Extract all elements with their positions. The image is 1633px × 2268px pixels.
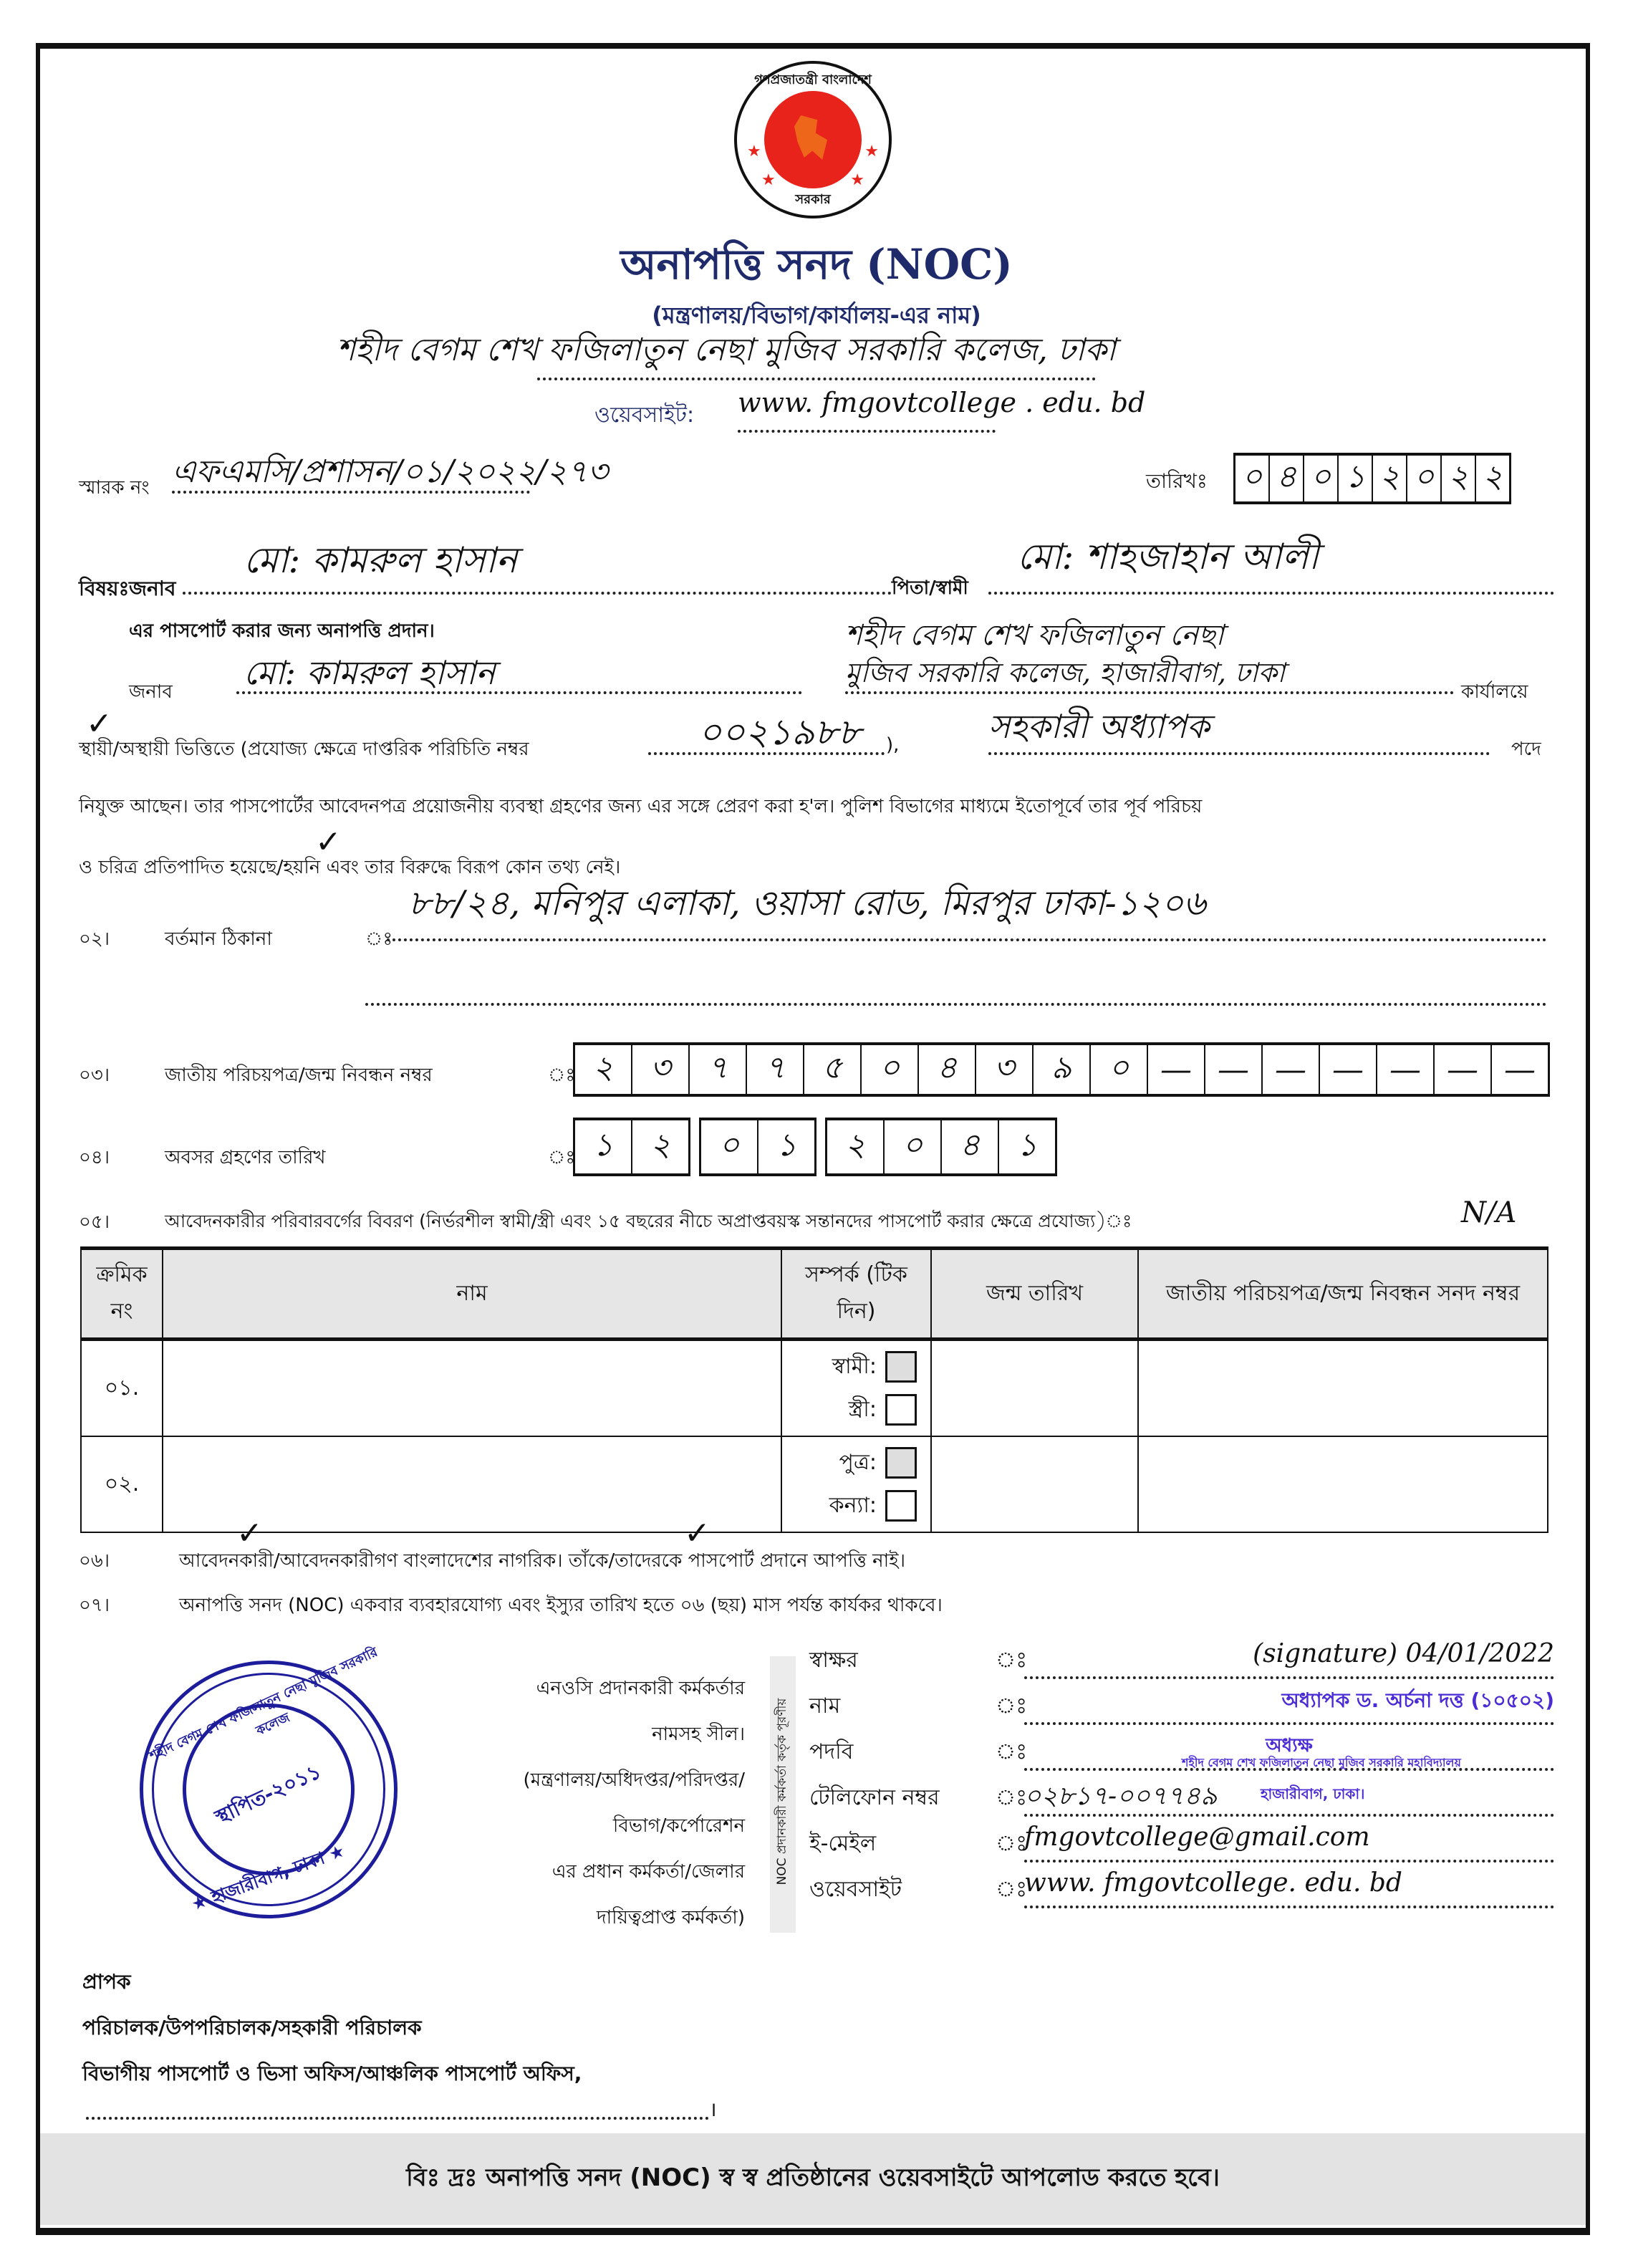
tick-mark-icon: ✓ xyxy=(684,1515,710,1552)
date-digit: ০ xyxy=(1304,456,1339,501)
nid-digit: ৭ xyxy=(690,1045,747,1094)
son-checkbox[interactable] xyxy=(885,1447,917,1479)
relation-daughter-label: কন্যা: xyxy=(829,1492,877,1518)
month-digit: ০ xyxy=(701,1120,758,1173)
husband-checkbox[interactable] xyxy=(885,1351,917,1383)
nid-digit: ৯ xyxy=(1034,1045,1091,1094)
recipient-end: । xyxy=(709,2098,717,2121)
date-boxes[interactable] xyxy=(1233,453,1511,504)
janab-label: জনাব xyxy=(129,577,176,600)
row-nid-cell[interactable] xyxy=(1138,1340,1548,1437)
current-address: ৮৮/২৪, মনিপুর এলাকা, ওয়াসা রোড, মিরপুর ঢাকা-১২০৬ xyxy=(408,883,1206,923)
retirement-day xyxy=(573,1118,690,1176)
date-digit: ২ xyxy=(1373,456,1407,501)
website-value: www. fmgovtcollege . edu. bd xyxy=(738,387,1146,418)
date-digit: ০ xyxy=(1235,456,1270,501)
official-id-number: ০০২১৯৮৮ xyxy=(698,711,862,753)
officer-desc-line: এনওসি প্রদানকারী কর্মকর্তার xyxy=(536,1678,745,1699)
office-line2: মুজিব সরকারি কলেজ, হাজারীবাগ, ঢাকা xyxy=(845,657,1286,688)
emblem-top-text: গণপ্রজাতন্ত্রী বাংলাদেশ xyxy=(754,72,872,87)
nid-digit: — xyxy=(1320,1045,1377,1094)
family-label: আবেদনকারীর পরিবারবর্গের বিবরণ (নির্ভরশীল স্বামী/স্ত্রী এবং ১৫ বছরের নীচে অপ্রাপ্তবয়স্ক সন্তানদের পাসপোর্ট করার ক্ষেত্রে প্রযোজ্য)ঃ xyxy=(165,1211,1132,1231)
row-relation-cell xyxy=(781,1436,931,1532)
item-05-number: ০৫। xyxy=(79,1211,110,1233)
item-04-number: ০৪। xyxy=(79,1147,110,1168)
year-digit: ২ xyxy=(827,1120,885,1173)
designation-line xyxy=(988,752,1490,755)
organization-name: শহীদ বেগম শেখ ফজিলাতুন নেছা মুজিব সরকারি কলেজ, ঢাকা xyxy=(337,332,1116,368)
date-digit: ২ xyxy=(1482,458,1503,495)
official-id-line xyxy=(648,752,885,755)
officer-description xyxy=(430,1666,745,1941)
date-digit: ২ xyxy=(1442,456,1476,501)
nid-digit: ৩ xyxy=(976,1045,1034,1094)
retirement-date-boxes[interactable] xyxy=(573,1118,1057,1176)
day-digit: ১ xyxy=(575,1120,632,1173)
nid-digit: ০ xyxy=(1091,1045,1148,1094)
star-icon: ★ xyxy=(761,171,776,189)
office-line xyxy=(845,691,1454,694)
telephone-field[interactable]: ০২৮১৭-০০৭৭৪৯ xyxy=(1024,1777,1554,1817)
col-relation: সম্পর্ক (টিক দিন) xyxy=(781,1249,931,1340)
table-row xyxy=(81,1436,1548,1532)
nid-digit: — xyxy=(1148,1045,1205,1094)
star-icon: ★ xyxy=(850,171,864,189)
date-digit: ০ xyxy=(1407,456,1442,501)
year-digit: ৪ xyxy=(942,1120,999,1173)
row-name-cell[interactable] xyxy=(163,1340,781,1437)
col-nid: জাতীয় পরিচয়পত্র/জন্ম নিবন্ধন সনদ নম্বর xyxy=(1138,1249,1548,1340)
officer-designation-field[interactable]: অধ্যক্ষ xyxy=(1024,1731,1554,1771)
day-digit: ২ xyxy=(650,1126,671,1163)
col-dob: জন্ম তারিখ xyxy=(931,1249,1138,1340)
janab-label-body: জনাব xyxy=(129,681,173,703)
year-digit: ০ xyxy=(885,1120,942,1173)
recipient-line2: বিভাগীয় পাসপোর্ট ও ভিসা অফিস/আঞ্চলিক পাসপোর্ট অফিস, xyxy=(82,2062,582,2085)
recipient-office-line[interactable] xyxy=(86,2117,709,2120)
nid-label: জাতীয় পরিচয়পত্র/জন্ম নিবন্ধন নম্বর xyxy=(165,1065,433,1086)
row-serial: ০১. xyxy=(81,1340,163,1437)
nid-digit: — xyxy=(1263,1045,1320,1094)
tick-mark-icon: ✓ xyxy=(86,706,112,742)
row-dob-cell[interactable] xyxy=(931,1340,1138,1437)
nid-digit: — xyxy=(1377,1045,1435,1094)
email-field[interactable]: fmgovtcollege@gmail.com xyxy=(1024,1822,1554,1863)
applicant-name: মো: কামরুল হাসান xyxy=(244,539,518,581)
father-label: পিতা/স্বামী xyxy=(892,577,968,599)
footer-note: বিঃ দ্রঃ অনাপত্তি সনদ (NOC) স্ব স্ব প্রতিষ্ঠানের ওয়েবসাইটে আপলোড করতে হবে। xyxy=(406,2163,1220,2192)
stamp-location: হাজারীবাগ, ঢাকা। xyxy=(1261,1785,1365,1802)
website-line xyxy=(738,430,996,433)
address-label: বর্তমান ঠিকানা xyxy=(165,928,272,950)
recipient-line1: পরিচালক/উপপরিচালক/সহকারী পরিচালক xyxy=(82,2016,422,2039)
designation: সহকারী অধ্যাপক xyxy=(988,707,1210,746)
name-label: নাম xyxy=(809,1693,841,1719)
citizen-statement: আবেদনকারী/আবেদনকারীগণ বাংলাদেশের নাগরিক। তাঁকে/তাদেরকে পাসপোর্ট প্রদানে আপত্তি নাই। xyxy=(179,1550,906,1572)
signature-field[interactable]: (signature) 04/01/2022 xyxy=(1024,1639,1554,1679)
item-07-number: ০৭। xyxy=(79,1595,110,1616)
recipient-label: প্রাপক xyxy=(82,1970,131,1994)
date-digit: ১ xyxy=(1339,456,1373,501)
college-seal xyxy=(140,1644,398,1918)
stamp-institution: শহীদ বেগম শেখ ফজিলাতুন নেছা মুজিব সরকারি মহাবিদ্যালয় xyxy=(1182,1756,1461,1769)
father-name-line xyxy=(988,592,1554,595)
address-colon: ঃ xyxy=(365,928,393,950)
nid-digit: — xyxy=(1205,1045,1263,1094)
applicant-name-line xyxy=(183,592,892,595)
nid-boxes[interactable] xyxy=(573,1042,1550,1097)
item-03-number: ০৩। xyxy=(79,1065,110,1086)
nid-digit: ৭ xyxy=(747,1045,804,1094)
item-06-number: ০৬। xyxy=(79,1550,110,1572)
body-paragraph-3: ও চরিত্র প্রতিপাদিত হয়েছে/হয়নি এবং তার বিরুদ্ধে বিরূপ কোন তথ্য নেই। xyxy=(79,857,621,878)
emblem-bottom-text: সরকার xyxy=(795,192,831,207)
col-serial: ক্রমিক নং xyxy=(81,1249,163,1340)
item-02-number: ০২। xyxy=(79,928,110,950)
nid-digit: — xyxy=(1435,1045,1492,1094)
nid-colon: ঃ xyxy=(548,1065,576,1086)
nid-digit: ৩ xyxy=(632,1045,690,1094)
retirement-colon: ঃ xyxy=(548,1147,576,1168)
seal-top-text: শহীদ বেগম শেখ ফজিলাতুন নেছা মুজিব সরকারি কলেজ xyxy=(147,1644,380,1764)
retirement-month xyxy=(699,1118,816,1176)
tick-mark-icon: ✓ xyxy=(315,824,342,860)
body-paragraph-2: নিযুক্ত আছেন। তার পাসপোর্টের আবেদনপত্র প্রয়োজনীয় ব্যবস্থা গ্রহণের জন্য এর সঙ্গে প্রেরণ করা হ'ল। পুলিশ বিভাগের মাধ্যমে ইতোপূর্বে তার পূর্ব পরিচয় xyxy=(79,796,1203,817)
relation-son-label: পুত্র: xyxy=(839,1449,877,1475)
close-paren: ), xyxy=(886,734,900,756)
officer-desc-line: বিভাগ/কর্পোরেশন xyxy=(612,1815,745,1837)
designation-label: পদবি xyxy=(809,1739,854,1764)
table-header-row xyxy=(81,1249,1548,1340)
website-label: ওয়েবসাইট: xyxy=(594,403,695,428)
family-value: N/A xyxy=(1461,1196,1517,1229)
telephone-label: টেলিফোন নম্বর xyxy=(809,1785,940,1810)
officer-desc-line: নামসহ সীল। xyxy=(652,1724,745,1745)
address-line-1 xyxy=(387,938,1547,941)
month-digit: ১ xyxy=(776,1126,797,1163)
officer-fields: স্বাক্ষর ঃ (signature) 04/01/2022 নাম ঃ অধ্যাপক ড. অর্চনা দত্ত (১০৫০২) পদবি ঃ অধ্যক্ষ টেলিফোন নম্বর ঃ ০২৮১৭-০০৭৭৪৯ ই-মেইল ঃ fmgovtcollege@gmail.com ওয়েবসাইট ঃ www. fmgovtcollege. edu. bd xyxy=(809,1633,1554,1908)
page-title: অনাপত্তি সনদ (NOC) xyxy=(620,240,1013,289)
date-digit: ৪ xyxy=(1270,456,1304,501)
date-label: তারিখঃ xyxy=(1146,469,1208,493)
nid-digit: — xyxy=(1504,1051,1536,1088)
retirement-year xyxy=(825,1118,1057,1176)
basis-text: স্থায়ী/অস্থায়ী ভিত্তিতে (প্রযোজ্য ক্ষেত্রে দাপ্তরিক পরিচিতি নম্বর xyxy=(79,739,529,760)
row-serial: ০২. xyxy=(81,1436,163,1532)
seal-established: স্থাপিত-২০১১ xyxy=(211,1759,325,1830)
officer-desc-line: এর প্রধান কর্মকর্তা/জেলার xyxy=(551,1861,745,1883)
father-name: মো: শাহজাহান আলী xyxy=(1017,536,1319,577)
year-digit: ১ xyxy=(1016,1126,1038,1163)
recipient-block xyxy=(82,1959,582,2097)
wife-checkbox[interactable] xyxy=(885,1394,917,1426)
government-emblem xyxy=(734,61,892,218)
website-label-officer: ওয়েবসাইট xyxy=(809,1877,902,1902)
memo-label: স্মারক নং xyxy=(79,477,150,499)
subject-line2: এর পাসপোর্ট করার জন্য অনাপত্তি প্রদান। xyxy=(129,620,435,642)
row-relation-cell xyxy=(781,1340,931,1437)
office-line1: শহীদ বেগম শেখ ফজিলাতুন নেছা xyxy=(845,619,1224,652)
tick-mark-icon: ✓ xyxy=(236,1515,263,1552)
website-field[interactable]: www. fmgovtcollege. edu. bd xyxy=(1024,1868,1554,1908)
nid-digit: ০ xyxy=(862,1045,919,1094)
signature-label: স্বাক্ষর xyxy=(809,1648,858,1673)
row-dob-cell[interactable] xyxy=(931,1436,1138,1532)
applicant-name-body-line xyxy=(236,691,802,694)
pade-label: পদে xyxy=(1511,739,1541,760)
nid-digit: ৫ xyxy=(804,1045,862,1094)
vertical-label-band xyxy=(770,1656,796,1933)
relation-wife-label: স্ত্রী: xyxy=(848,1396,877,1422)
officer-desc-line: দায়িত্বপ্রাপ্ত কর্মকর্তা) xyxy=(596,1907,745,1928)
email-label: ই-মেইল xyxy=(809,1831,877,1856)
retirement-label: অবসর গ্রহণের তারিখ xyxy=(165,1147,326,1168)
organization-name-line xyxy=(537,378,1096,380)
officer-name-field[interactable]: অধ্যাপক ড. অর্চনা দত্ত (১০৫০২) xyxy=(1024,1685,1554,1725)
star-icon: ★ xyxy=(747,143,761,160)
applicant-name-body: মো: কামরুল হাসান xyxy=(244,653,496,692)
memo-number: এফএমসি/প্রশাসন/০১/২০২২/২৭৩ xyxy=(172,453,608,490)
star-icon: ★ xyxy=(864,143,879,160)
nid-digit: ৪ xyxy=(919,1045,976,1094)
subject-label: বিষয়ঃ xyxy=(79,577,130,600)
col-name: নাম xyxy=(163,1249,781,1340)
office-suffix: কার্যালয়ে xyxy=(1461,681,1528,703)
relation-husband-label: স্বামী: xyxy=(832,1353,877,1379)
address-line-2 xyxy=(365,1003,1547,1006)
officer-desc-line: (মন্ত্রণালয়/অধিদপ্তর/পরিদপ্তর/ xyxy=(523,1769,745,1791)
validity-statement: অনাপত্তি সনদ (NOC) একবার ব্যবহারযোগ্য এবং ইস্যুর তারিখ হতে ০৬ (ছয়) মাস পর্যন্ত কার্যকর থাকবে। xyxy=(179,1595,943,1616)
seal-bottom-text: ★ হাজারীবাগ, ঢাকা ★ xyxy=(188,1840,348,1915)
row-nid-cell[interactable] xyxy=(1138,1436,1548,1532)
family-table xyxy=(80,1246,1548,1533)
daughter-checkbox[interactable] xyxy=(885,1490,917,1522)
page-subtitle: (মন্ত্রণালয়/বিভাগ/কার্যালয়-এর নাম) xyxy=(652,302,981,329)
footer-note-band xyxy=(40,2133,1586,2225)
memo-line xyxy=(172,491,530,494)
vertical-label: NOC প্রদানকারী কর্মকর্তা কর্তৃক পূরণীয় xyxy=(775,1698,789,1885)
table-row xyxy=(81,1340,1548,1437)
nid-digit: ২ xyxy=(575,1045,632,1094)
